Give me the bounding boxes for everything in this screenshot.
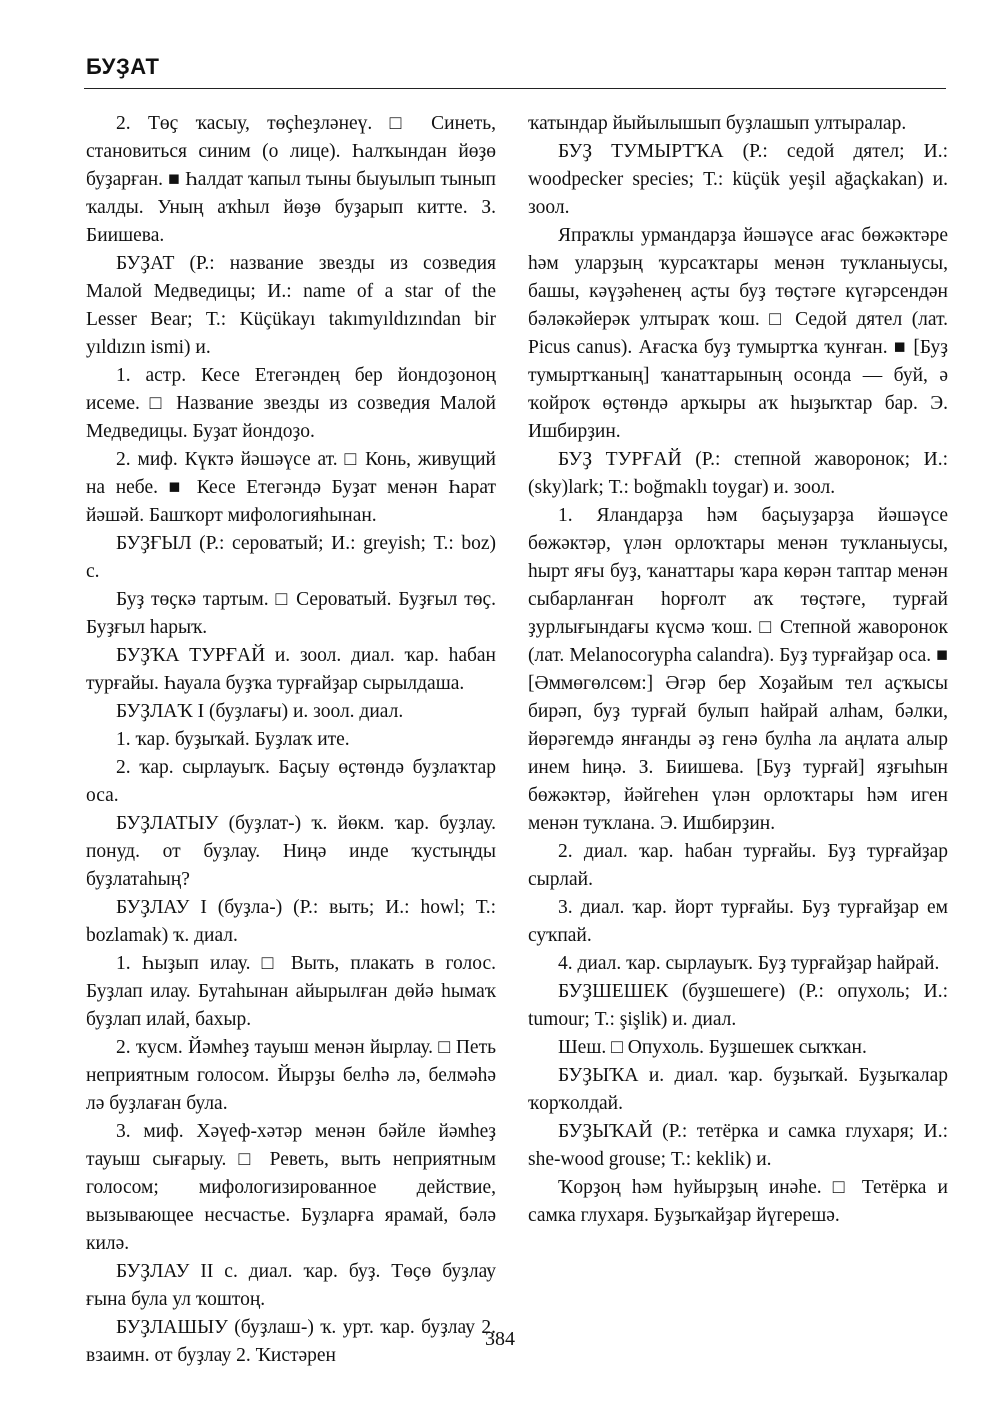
entry-paragraph: БУҘҠА ТУРҒАЙ и. зоол. диал. ҡар. һабан турғайы. Һауала буҙҡа турғайҙар сырылдаша. xyxy=(86,645,496,694)
entry-paragraph: 4. диал. ҡар. сырлауыҡ. Буҙ турғайҙар һайрай. xyxy=(558,953,940,974)
entry-paragraph: БУҘЛАУ II с. диал. ҡар. буҙ. Төҫө буҙлау ғына була ул ҡоштоң. xyxy=(86,1261,496,1310)
entry-paragraph: Япраҡлы урмандарҙа йәшәүсе ағас бөжәктәре һәм уларҙың ҡурсаҡтары менән туҡланыусы, башы, кәүҙәһенең аҫты буҙ төҫтәге күгәрсендән бәләкәйерәк ултыраҡ ҡош. □ Седой дятел (лат. Picus canus). Ағасҡа буҙ тумыртҡа ҡунған. ■ [Буҙ тумыртҡаның] ҡанаттарының осонда — буй, ә ҡойроҡ өҫтөндә арҡыры аҡ һыҙыҡтар бар. Э. Ишбирҙин. xyxy=(528,225,948,442)
entry-paragraph: БУҘЛАҠ I (буҙлағы) и. зоол. диал. xyxy=(116,701,404,722)
entry-paragraph: БУҘАТ (Р.: название звезды из созведия Малой Медведицы; И.: name of a star of the Lesser Bear; Т.: Küçükayı takımyıldızından bir yıldızın ismi) и. xyxy=(86,253,496,358)
entry-paragraph: БУҘЫҠА и. диал. ҡар. буҙыҡай. Буҙыҡалар ҡорҡолдай. xyxy=(528,1065,948,1114)
entry-paragraph: БУҘҒЫЛ (Р.: сероватый; И.: greyish; Т.: boz) с. xyxy=(86,533,496,582)
entry-paragraph: 1. Яландарҙа һәм баҫыуҙарҙа йәшәүсе бөжәктәр, үлән орлоҡтары менән туҡланыусы, һырт яғы буҙ, ҡанаттары ҡара көрән таптар менән сыбарланған һорғолт аҡ төҫтәге, турғай ҙурлығындағы күсмә ҡош. □ Степной жаворонок (лат. Melanocorypha calandra). Буҙ турғайҙар оса. ■ [Әммөгөлсөм:] Әгәр бер Хоҙайым тел аҫҡысы бирәп, буҙ турғай булып һайрай алһам, бәлки, йөрәгемдә янғанды әҙ генә булһа ла аңлата алыр инем һиңә. З. Биишева. [Буҙ турғай] яҙғыһын бөжәктәр, йәйгеһен үлән орлоҡтары һәм иген менән туҡлана. Э. Ишбирҙин. xyxy=(528,505,948,834)
entry-paragraph: БУҘЛАТЫУ (буҙлат-) ҡ. йөкм. ҡар. буҙлау. понуд. от буҙлау. Ниңә инде ҡустыңды буҙлатаһың? xyxy=(86,813,496,890)
entry-paragraph: БУҘШЕШЕК (буҙшешеге) (Р.: опухоль; И.: tumour; Т.: şişlik) и. диал. xyxy=(528,981,948,1030)
entry-paragraph: БУҘЛАУ I (буҙла-) (Р.: выть; И.: howl; Т.: bozlamak) ҡ. диал. xyxy=(86,897,496,946)
left-column xyxy=(86,110,496,1370)
entry-paragraph: 1. Һыҙып илау. □ Выть, плакать в голос. Буҙлап илау. Бутаһынан айырылған дөйә һымаҡ буҙлап илай, бахыр. xyxy=(86,953,496,1030)
entry-paragraph: 2. миф. Күктә йәшәүсе ат. □ Конь, живущий на небе. ■ Кесе Етегәндә Буҙат менән Һарат йәшәй. Башҡорт мифологияһынан. xyxy=(86,449,496,526)
entry-paragraph: 2. ҡусм. Йәмһеҙ тауыш менән йырлау. □ Петь неприятным голосом. Йырҙы белһә лә, белмәһә лә буҙлаған була. xyxy=(86,1037,496,1114)
entry-paragraph: БУҘЫҠАЙ (Р.: тетёрка и самка глухаря; И.: she-wood grouse; Т.: keklik) и. xyxy=(528,1121,948,1170)
entry-paragraph: 3. миф. Хәүеф-хәтәр менән бәйле йәмһеҙ тауыш сығарыу. □ Реветь, выть неприятным голосом; мифологизированное действие, вызывающее несчастье. Буҙларға ярамай, бәлә килә. xyxy=(86,1121,496,1254)
header-rule xyxy=(84,88,946,89)
entry-paragraph: ҡатындар йыйылышып буҙлашып ултыралар. xyxy=(528,113,907,134)
entry-paragraph: БУҘЛАШЫУ (буҙлаш-) ҡ. урт. ҡар. буҙлау 2. взаимн. от буҙлау 2. Ҡистәрен xyxy=(86,1317,496,1366)
entry-paragraph: Шеш. □ Опухоль. Буҙшешек сыҡҡан. xyxy=(558,1037,867,1058)
entry-paragraph: 1. ҡар. буҙыҡай. Буҙлаҡ ите. xyxy=(116,729,350,750)
entry-paragraph: 2. ҡар. сырлауыҡ. Баҫыу өҫтөндә буҙлаҡтар оса. xyxy=(86,757,496,806)
running-head: БУҘАТ xyxy=(86,54,160,79)
entry-paragraph: Буҙ төҫкә тартым. □ Сероватый. Буҙғыл төҫ. Буҙғыл һарыҡ. xyxy=(86,589,496,638)
entry-paragraph: 3. диал. ҡар. йорт турғайы. Буҙ турғайҙар ем суҡпай. xyxy=(528,897,948,946)
entry-paragraph: БУҘ ТУМЫРТҠА (Р.: седой дятел; И.: woodpecker species; Т.: küçük yeşil ağaçkakan) и. зоол. xyxy=(528,141,948,218)
entry-paragraph: 1. астр. Кесе Етегәндең бер йондоҙоноң исеме. □ Название звезды из созведия Малой Медведицы. Буҙат йондоҙо. xyxy=(86,365,496,442)
entry-paragraph: 2. Төҫ ҡасыу, төҫһеҙләнеү. □ Синеть, становиться синим (о лице). Һалҡындан йөҙө буҙарған. ■ Һалдат ҡапыл тыны быуылып тынып ҡалды. Уның аҡһыл йөҙө буҙарып китте. З. Биишева. xyxy=(86,113,496,246)
entry-paragraph: БУҘ ТУРҒАЙ (Р.: степной жаворонок; И.: (sky)lark; Т.: boğmaklı toygar) и. зоол. xyxy=(528,449,948,498)
entry-paragraph: Ҡорҙоң һәм һуйырҙың инәһе. □ Тетёрка и самка глухаря. Буҙыҡайҙар йүгерешә. xyxy=(528,1177,948,1226)
right-column xyxy=(528,110,948,1230)
page-number: 384 xyxy=(485,1328,515,1350)
entry-paragraph: 2. диал. ҡар. һабан турғайы. Буҙ турғайҙар сырлай. xyxy=(528,841,948,890)
